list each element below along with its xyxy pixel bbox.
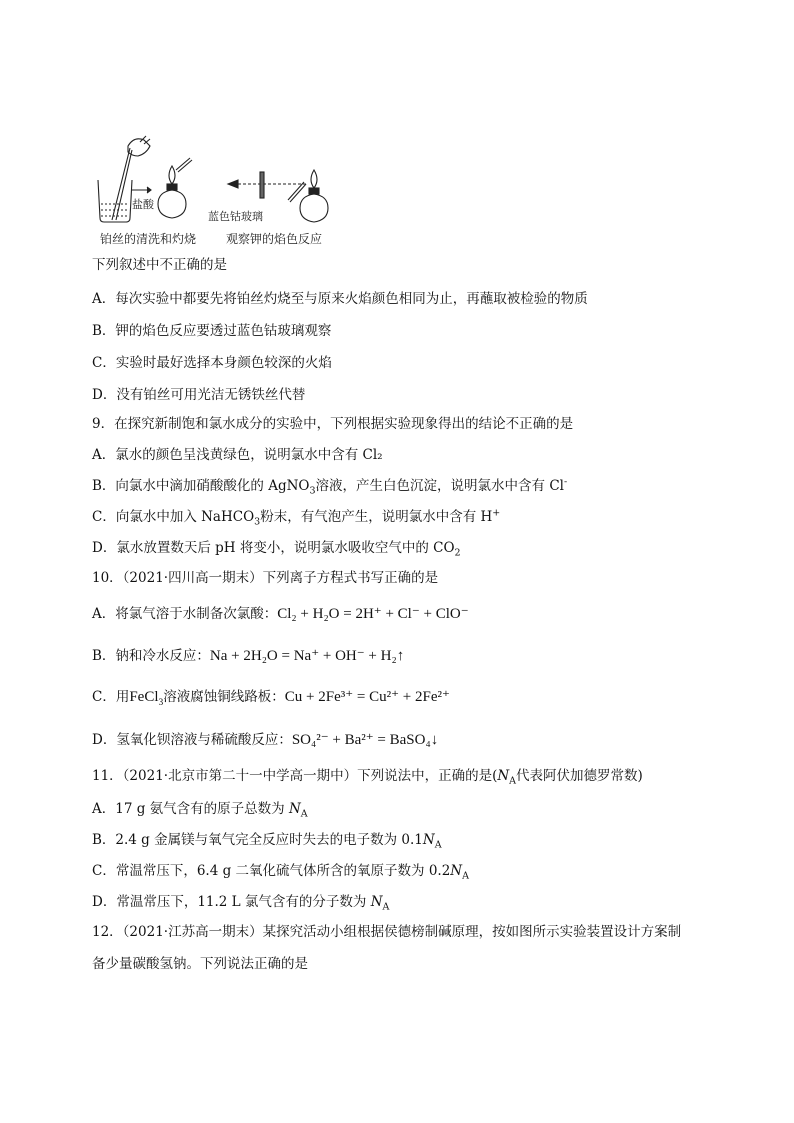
q11-stem: 11．（2021·北京市第二十一中学高一期中）下列说法中，正确的是($N_A$代表阿伏加德罗常数)	[92, 768, 643, 787]
q10-option-d	[92, 731, 438, 749]
q11-stem-post: 代表阿伏加德罗常数)	[516, 768, 643, 784]
q9-stem: 9．在探究新制饱和氯水成分的实验中，下列根据实验现象得出的结论不正确的是	[92, 416, 574, 432]
q11-b-pre: B．2.4 g 金属镁与氧气完全反应时失去的电子数为 0.1	[92, 832, 423, 848]
q10-stem: 10．（2021·四川高一期末）下列离子方程式书写正确的是	[92, 570, 439, 586]
q10-c-post: 溶液腐蚀铜线路板：	[163, 689, 285, 705]
q10-b-text: B．钠和冷水反应：	[92, 648, 210, 664]
hcl-label: 盐酸	[132, 198, 154, 211]
q9-b-pre: B．向氯水中滴加硝酸酸化的 AgNO	[92, 478, 310, 494]
q11-a-pre: A．17 g 氨气含有的原子总数为	[92, 801, 289, 817]
q9-option-d: D．氯水放置数天后 pH 将变小，说明氯水吸收空气中的 $CO_2$	[92, 540, 461, 559]
q10-option-b	[92, 647, 404, 665]
q9-b-mid: 溶液，产生白色沉淀，说明氯水中含有 Cl	[315, 478, 564, 494]
q8-option-d: D．没有铂丝可用光洁无锈铁丝代替	[92, 387, 306, 403]
q12-line-2: 备少量碳酸氢钠。下列说法正确的是	[92, 956, 308, 972]
q11-option-d: D．常温常压下，11.2 L 氯气含有的分子数为 $N_A$	[92, 894, 390, 913]
q9-c-pre: C．向氯水中加入 NaHCO	[92, 509, 255, 525]
q9-option-b: B．向氯水中滴加硝酸酸化的 AgNO$_3$溶液，产生白色沉淀，说明氯水中含有 Cl-	[92, 476, 568, 497]
caption-right: 观察钾的焰色反应	[226, 232, 323, 246]
q11-option-c: C．常温常压下，6.4 g 二氧化硫气体所含的氧原子数为 $0.2N_A$	[92, 863, 469, 882]
q10-c-fecl3: FeCl$_3$	[129, 689, 164, 708]
q11-option-b: B．2.4 g 金属镁与氧气完全反应时失去的电子数为 $0.1N_A$	[92, 832, 442, 851]
q11-stem-pre: 11．（2021·北京市第二十一中学高一期中）下列说法中，正确的是(	[92, 768, 498, 784]
q10-option-c	[92, 688, 450, 706]
cobalt-glass-label: 蓝色钴玻璃	[208, 210, 263, 223]
q10-c-pre: C．用	[92, 689, 130, 705]
q8-option-b: B．钾的焰色反应要透过蓝色钴玻璃观察	[92, 323, 332, 339]
caption-left: 铂丝的清洗和灼烧	[100, 232, 197, 246]
q11-c-pre: C．常温常压下，6.4 g 二氧化硫气体所含的氧原子数为 0.2	[92, 863, 451, 879]
q8-option-c: C．实验时最好选择本身颜色较深的火焰	[92, 355, 332, 371]
q10-option-a	[92, 605, 469, 623]
q9-option-a: A．氯水的颜色呈浅黄绿色，说明氯水中含有 Cl₂	[92, 447, 383, 463]
q10-c-equation: Cu + 2Fe³⁺ = Cu²⁺ + 2Fe²⁺	[284, 689, 450, 705]
q10-b-equation: Na + 2H₂O = Na⁺ + OH⁻ + H₂↑	[209, 648, 405, 664]
q10-d-text: D．氢氧化钡溶液与稀硫酸反应：	[92, 732, 292, 748]
q10-d-equation: SO₄²⁻ + Ba²⁺ = BaSO₄↓	[291, 732, 439, 748]
q11-d-pre: D．常温常压下，11.2 L 氯气含有的分子数为	[92, 894, 371, 910]
q11-option-a: A．17 g 氨气含有的原子总数为 $N_A$	[92, 801, 308, 820]
q9-d-pre: D．氯水放置数天后 pH 将变小，说明氯水吸收空气中的 CO	[92, 540, 455, 556]
q12-line-1: 12．（2021·江苏高一期末）某探究活动小组根据侯德榜制碱原理，按如图所示实验装置设计方案制	[92, 924, 682, 940]
q9-option-c: C．向氯水中加入 NaHCO$_3$粉末，有气泡产生，说明氯水中含有 H+	[92, 507, 501, 528]
flame-test-figure	[92, 134, 352, 246]
q8-option-a: A．每次实验中都要先将铂丝灼烧至与原来火焰颜色相同为止，再蘸取被检验的物质	[92, 291, 588, 307]
q10-a-equation: Cl₂ + H₂O = 2H⁺ + Cl⁻ + ClO⁻	[277, 606, 469, 622]
q8-stem: 下列叙述中不正确的是	[92, 257, 227, 273]
q10-a-text: A．将氯气溶于水制备次氯酸：	[92, 606, 278, 622]
q9-c-mid: 粉末，有气泡产生，说明氯水中含有 H	[260, 509, 493, 525]
